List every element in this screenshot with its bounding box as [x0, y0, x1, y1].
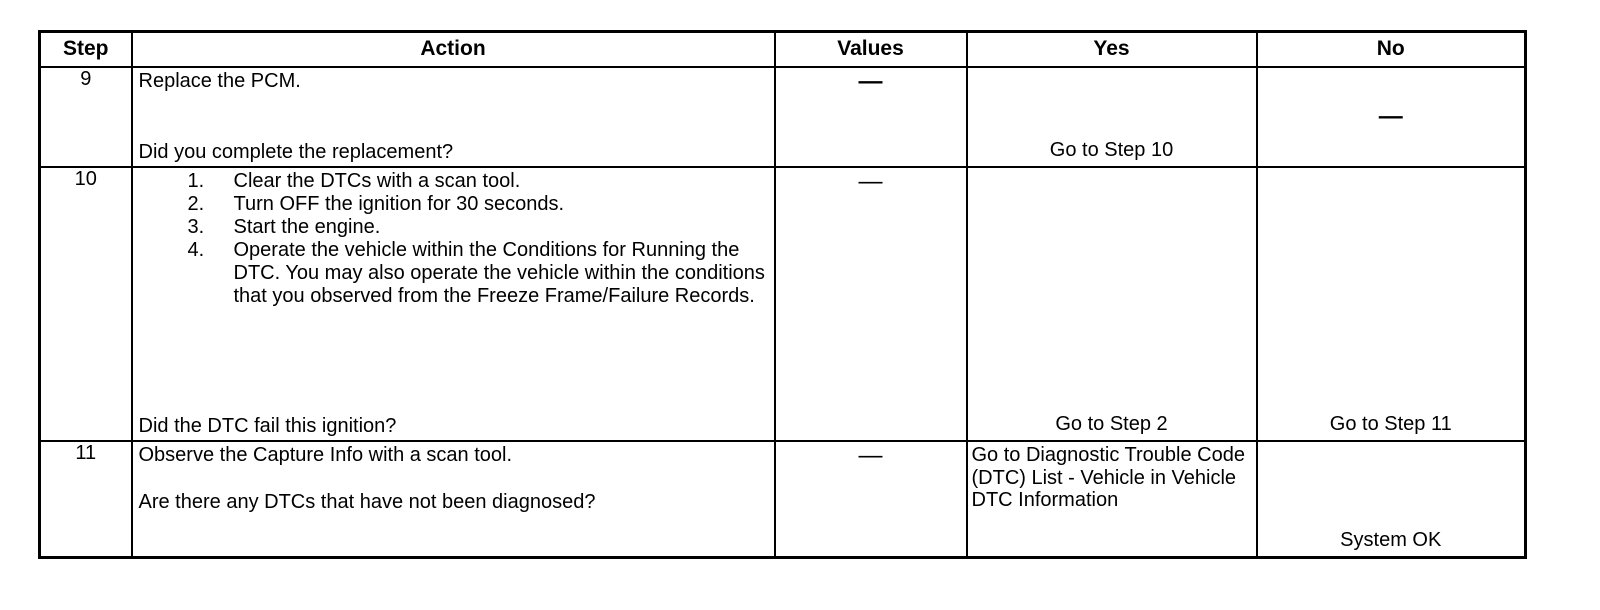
values-cell: — — [775, 167, 967, 441]
action-steps-list — [139, 170, 770, 308]
yes-cell — [967, 441, 1257, 558]
list-item-number: 4. — [187, 239, 205, 261]
diagnostic-table — [38, 30, 1527, 559]
list-item-number: 2. — [187, 193, 205, 215]
list-item — [187, 193, 770, 216]
action-cell — [132, 441, 775, 558]
list-item-text: Start the engine. — [233, 216, 381, 238]
action-intro: Observe the Capture Info with a scan tool. — [138, 444, 513, 466]
action-intro: Replace the PCM. — [138, 70, 301, 92]
list-item — [187, 216, 770, 239]
no-cell — [1257, 67, 1526, 167]
header-no: No — [1257, 32, 1526, 68]
action-cell — [132, 167, 775, 441]
header-step: Step — [40, 32, 132, 68]
step-number: 9 — [40, 67, 132, 167]
yes-link[interactable]: Go to Step 10 — [1049, 139, 1174, 161]
table-row-step-11 — [40, 441, 1526, 558]
table-row-step-9 — [40, 67, 1526, 167]
no-cell — [1257, 167, 1526, 441]
list-item-text: Operate the vehicle within the Conditions for Running the DTC. You may also operate the vehicle within the conditions that you observed from the Freeze Frame/Failure Records. — [233, 239, 765, 307]
no-result: System OK — [1340, 529, 1442, 551]
list-item-text: Clear the DTCs with a scan tool. — [233, 170, 521, 192]
yes-cell — [967, 67, 1257, 167]
action-cell — [132, 67, 775, 167]
header-action: Action — [132, 32, 775, 68]
step-number: 10 — [40, 167, 132, 441]
values-cell: — — [775, 67, 967, 167]
no-value: — — [1378, 103, 1403, 131]
no-cell — [1257, 441, 1526, 558]
no-link[interactable]: Go to Step 11 — [1329, 413, 1452, 435]
values-cell: — — [775, 441, 967, 558]
yes-cell — [967, 167, 1257, 441]
list-item — [187, 170, 770, 193]
header-values: Values — [775, 32, 967, 68]
table-row-step-10 — [40, 167, 1526, 441]
header-yes: Yes — [967, 32, 1257, 68]
list-item-text: Turn OFF the ignition for 30 seconds. — [233, 193, 565, 215]
table-header-row — [40, 32, 1526, 68]
list-item-number: 3. — [187, 216, 205, 238]
list-item — [187, 239, 770, 308]
yes-link[interactable]: Go to Diagnostic Trouble Code (DTC) List - Vehicle in Vehicle DTC Information — [971, 444, 1245, 512]
action-question: Are there any DTCs that have not been diagnosed? — [138, 491, 596, 513]
action-question: Did the DTC fail this ignition? — [138, 415, 397, 437]
list-item-number: 1. — [187, 170, 205, 192]
action-question: Did you complete the replacement? — [138, 141, 454, 163]
yes-link[interactable]: Go to Step 2 — [1055, 413, 1168, 435]
step-number: 11 — [40, 441, 132, 558]
